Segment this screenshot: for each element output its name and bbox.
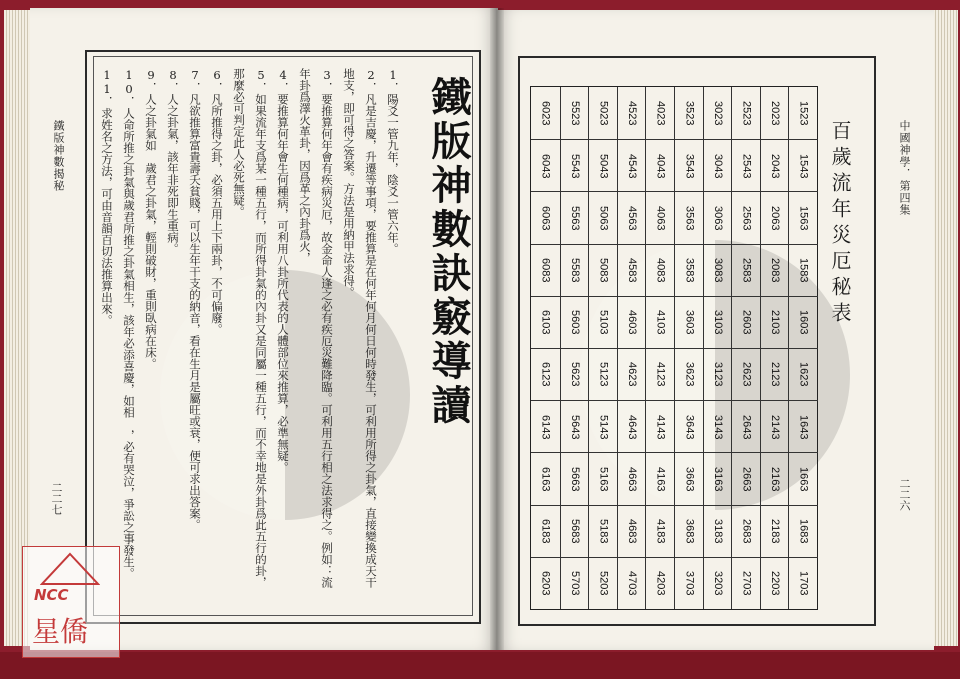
table-cell: 4203	[646, 557, 675, 609]
table-cell: 2043	[761, 139, 790, 191]
table-cell: 2643	[732, 400, 761, 452]
book-gutter	[490, 8, 504, 650]
table-cell: 4123	[646, 348, 675, 400]
table-title: 百歲流年災厄秘表	[828, 120, 852, 328]
list-item: 7．凡欲推算富貴壽夭貧賤，可以生年干支的納音，看在生月是屬旺或衰，便可求出答案。	[188, 68, 202, 531]
table-cell: 5583	[561, 244, 590, 296]
table-cell: 3563	[675, 191, 704, 243]
table-cell: 6043	[531, 139, 560, 191]
table-column	[560, 87, 590, 609]
list-item: 6．凡所推得之卦，必須五用上下兩卦，不可偏廢。	[210, 68, 224, 335]
list-item: 4．要推算何年會生何種病，可利用八卦所代表的人體部位來推算，必準無疑。	[276, 68, 290, 473]
table-cell: 5023	[597, 100, 610, 126]
table-cell: 1663	[789, 452, 818, 504]
table-cell: 2123	[761, 348, 790, 400]
table-cell: 4563	[618, 191, 647, 243]
table-column	[645, 87, 675, 609]
table-cell: 4643	[618, 400, 647, 452]
table-column	[731, 87, 761, 609]
table-cell: 5663	[561, 452, 590, 504]
table-cell: 4663	[618, 452, 647, 504]
table-cell: 6123	[531, 348, 560, 400]
table-column	[760, 87, 790, 609]
table-cell: 2083	[761, 244, 790, 296]
table-cell: 1703	[789, 557, 818, 609]
table-cell: 5603	[561, 296, 590, 348]
table-cell: 2603	[732, 296, 761, 348]
table-cell: 5623	[561, 348, 590, 400]
left-page-number: 二二七	[50, 482, 63, 515]
right-page-number: 二二六	[898, 478, 911, 511]
table-cell: 3583	[675, 244, 704, 296]
watermark-text-logo: 星僑	[32, 615, 89, 648]
table-cell: 4583	[618, 244, 647, 296]
table-cell: 4043	[646, 139, 675, 191]
table-cell: 4103	[646, 296, 675, 348]
table-cell: 3703	[675, 557, 704, 609]
table-cell: 2183	[761, 505, 790, 557]
table-cell: 1623	[789, 348, 818, 400]
table-column	[788, 87, 818, 609]
table-cell: 5203	[589, 557, 618, 609]
table-cell: 1683	[789, 505, 818, 557]
table-cell: 2683	[732, 505, 761, 557]
list-item: 11．求姓名之方法，可由音韻百切法推算出來。	[100, 68, 114, 326]
table-cell: 5643	[561, 400, 590, 452]
table-cell: 6163	[531, 452, 560, 504]
table-cell: 2103	[761, 296, 790, 348]
table-cell: 4683	[618, 505, 647, 557]
table-cell: 1543	[789, 139, 818, 191]
table-cell: 5163	[589, 452, 618, 504]
table-cell: 4063	[646, 191, 675, 243]
table-cell: 3043	[704, 139, 733, 191]
table-cell: 5703	[561, 557, 590, 609]
table-cell: 4523	[626, 100, 639, 126]
list-item: 10．人命所推之卦氣與歲君所推之卦氣相生，該年必添喜慶，如相 ，必有哭泣，爭訟之事發生。	[122, 68, 136, 579]
list-item: 2．凡是吉慶，升遷等事項，要推算是在何年何月何日何時發生，可利用所得之卦氣，直接變換成天干地支，即可得之答案。方法是用納甲法求得。	[342, 68, 378, 588]
table-cell: 6143	[531, 400, 560, 452]
table-column	[674, 87, 704, 609]
table-cell: 4603	[618, 296, 647, 348]
table-cell: 4183	[646, 505, 675, 557]
table-cell: 5123	[589, 348, 618, 400]
table-cell: 5143	[589, 400, 618, 452]
table-cell: 5063	[589, 191, 618, 243]
table-cell: 3203	[704, 557, 733, 609]
table-cell: 1603	[789, 296, 818, 348]
list-item: 1．陽爻一管九年，陰爻一管六年。	[386, 68, 400, 255]
table-cell: 5683	[561, 505, 590, 557]
cover-edge	[0, 652, 960, 679]
table-cell: 3163	[704, 452, 733, 504]
list-item: 9．人之卦氣如 歲君之卦氣，輕則破財，重則臥病在床。	[144, 68, 158, 370]
table-cell: 2163	[761, 452, 790, 504]
table-cell: 5183	[589, 505, 618, 557]
left-running-header: 鐵版神數揭秘	[52, 120, 65, 192]
table-cell: 3663	[675, 452, 704, 504]
table-cell: 5043	[589, 139, 618, 191]
list-item: 8．人之卦氣，該年非死即生重病。	[166, 68, 180, 255]
table-column	[617, 87, 647, 609]
right-running-header: 中國神學．第四集	[898, 120, 911, 216]
table-cell: 3543	[675, 139, 704, 191]
table-cell: 2023	[769, 100, 782, 126]
disaster-table	[530, 86, 818, 610]
table-cell: 5103	[589, 296, 618, 348]
table-cell: 2143	[761, 400, 790, 452]
table-cell: 6063	[531, 191, 560, 243]
table-cell: 2543	[732, 139, 761, 191]
table-cell: 2203	[761, 557, 790, 609]
table-cell: 2063	[761, 191, 790, 243]
table-cell: 3603	[675, 296, 704, 348]
table-cell: 2663	[732, 452, 761, 504]
table-cell: 6203	[531, 557, 560, 609]
table-cell: 3683	[675, 505, 704, 557]
table-cell: 3103	[704, 296, 733, 348]
table-cell: 4163	[646, 452, 675, 504]
list-item: 5．如果流年支爲某一種五行，而所得卦氣的內卦又是同屬一種五行，而不幸地是外卦爲此五行的卦，那麼必可判定此人必死無疑。	[232, 68, 268, 588]
table-cell: 4703	[618, 557, 647, 609]
table-cell: 2623	[732, 348, 761, 400]
table-column	[703, 87, 733, 609]
table-cell: 1583	[789, 244, 818, 296]
table-cell: 6103	[531, 296, 560, 348]
table-cell: 4623	[618, 348, 647, 400]
triangle-logo-icon	[40, 552, 100, 586]
table-cell: 3123	[704, 348, 733, 400]
table-cell: 2563	[732, 191, 761, 243]
table-cell: 3623	[675, 348, 704, 400]
table-cell: 1643	[789, 400, 818, 452]
table-cell: 3023	[711, 100, 724, 126]
table-cell: 3063	[704, 191, 733, 243]
watermark-text-ncc: NCC	[34, 586, 69, 604]
table-cell: 3643	[675, 400, 704, 452]
table-column	[531, 87, 560, 609]
table-cell: 1563	[789, 191, 818, 243]
table-cell: 3183	[704, 505, 733, 557]
table-cell: 3523	[683, 100, 696, 126]
table-cell: 6083	[531, 244, 560, 296]
table-cell: 5083	[589, 244, 618, 296]
table-cell: 4083	[646, 244, 675, 296]
table-cell: 2703	[732, 557, 761, 609]
table-cell: 4143	[646, 400, 675, 452]
table-cell: 5563	[561, 191, 590, 243]
table-column	[588, 87, 618, 609]
table-cell: 4023	[654, 100, 667, 126]
table-cell: 1523	[797, 100, 810, 126]
instruction-list	[100, 68, 404, 598]
table-cell: 5523	[568, 100, 581, 126]
table-cell: 5543	[561, 139, 590, 191]
table-cell: 4543	[618, 139, 647, 191]
table-cell: 6183	[531, 505, 560, 557]
list-item: 3．要推算何年會有疾病災厄，故金命人逢之必有疾厄災難降臨。可利用五行相之法求得之。例如：流年卦爲澤火革卦，因爲革之內卦爲火，	[298, 68, 334, 588]
table-cell: 2523	[740, 100, 753, 126]
left-page-title: 鐵版神數訣竅導讀	[425, 76, 472, 428]
table-cell: 3143	[704, 400, 733, 452]
page-stack-right	[930, 10, 958, 646]
table-cell: 2583	[732, 244, 761, 296]
table-cell: 6023	[539, 100, 552, 126]
table-cell: 3083	[704, 244, 733, 296]
